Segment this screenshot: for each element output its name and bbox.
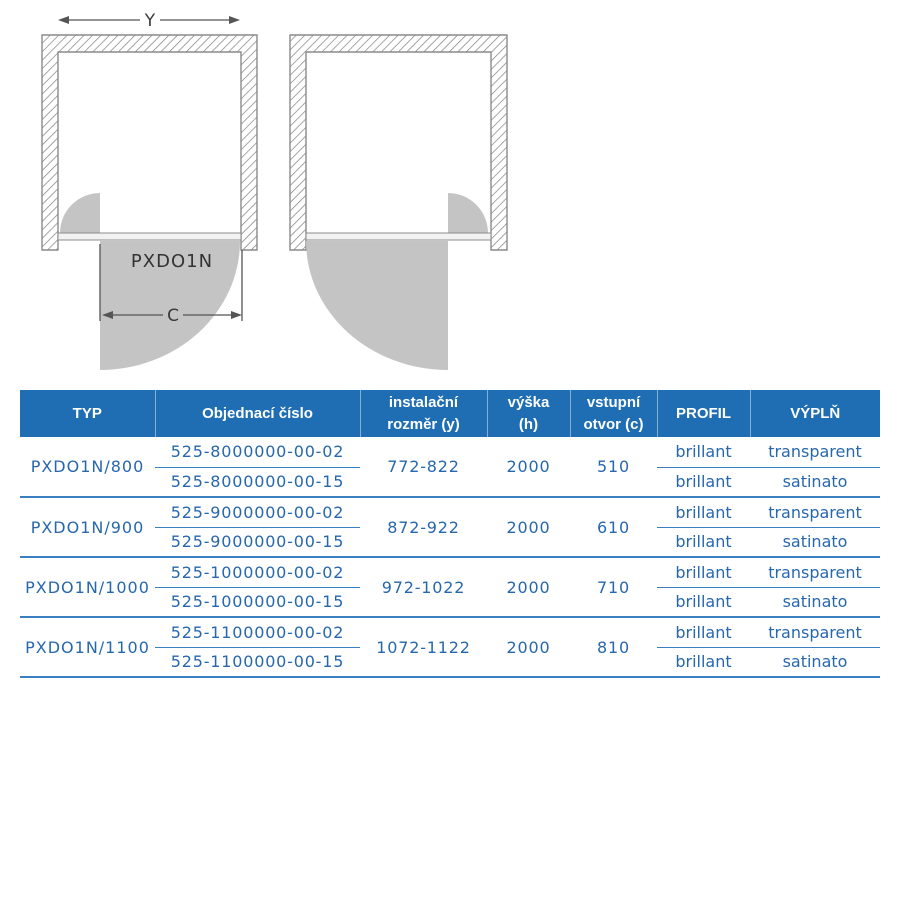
door-swing-inward bbox=[448, 193, 488, 233]
filling-cell: transparent bbox=[750, 617, 880, 647]
filling-cell: satinato bbox=[782, 472, 848, 492]
table-row bbox=[20, 437, 880, 467]
table-row bbox=[20, 617, 880, 647]
table-group bbox=[20, 437, 880, 497]
entry-opening-cell: 510 bbox=[597, 457, 630, 476]
header-type: TYP bbox=[20, 390, 155, 437]
specification-table bbox=[20, 390, 880, 678]
header-height bbox=[487, 390, 570, 437]
dimension-y-arrow-left bbox=[58, 16, 69, 24]
order-number-cell: 525-8000000-00-15 bbox=[170, 472, 345, 492]
dimension-c-label: C bbox=[167, 306, 179, 326]
profile-cell: brillant bbox=[675, 592, 732, 612]
header-entry-opening bbox=[570, 390, 657, 437]
order-number-cell: 525-9000000-00-02 bbox=[155, 497, 360, 527]
filling-cell: satinato bbox=[782, 652, 848, 672]
height-cell: 2000 bbox=[506, 637, 551, 657]
table-row bbox=[20, 497, 880, 527]
header-row bbox=[20, 390, 880, 437]
door-panel bbox=[58, 233, 241, 240]
height-cell: 2000 bbox=[506, 577, 551, 597]
header-entry-opening-line1: vstupní bbox=[586, 393, 641, 411]
header-profile: PROFIL bbox=[657, 390, 750, 437]
header-install-size bbox=[360, 390, 487, 437]
header-order-number: Objednací číslo bbox=[155, 390, 360, 437]
height-cell: 2000 bbox=[506, 457, 551, 476]
height-cell: 2000 bbox=[506, 517, 551, 537]
filling-cell: satinato bbox=[782, 532, 848, 552]
dimension-y bbox=[58, 11, 240, 31]
door-swing-outward bbox=[306, 241, 448, 370]
filling-cell: satinato bbox=[782, 592, 848, 612]
order-number-cell: 525-9000000-00-15 bbox=[170, 532, 345, 552]
header-height-line2: (h) bbox=[518, 415, 539, 433]
order-number-cell: 525-1000000-00-15 bbox=[170, 592, 345, 612]
table-group bbox=[20, 497, 880, 557]
filling-cell: transparent bbox=[750, 497, 880, 527]
dimension-c-arrow-right bbox=[231, 311, 242, 319]
profile-cell: brillant bbox=[657, 437, 750, 467]
table-row bbox=[20, 557, 880, 587]
header-install-size-line1: instalační bbox=[388, 393, 459, 411]
profile-cell: brillant bbox=[657, 617, 750, 647]
profile-cell: brillant bbox=[657, 557, 750, 587]
profile-cell: brillant bbox=[657, 497, 750, 527]
dimension-y-arrow-right bbox=[229, 16, 240, 24]
type-cell: PXDO1N/900 bbox=[30, 517, 145, 537]
plan-view-left bbox=[42, 11, 257, 370]
table-group bbox=[20, 557, 880, 617]
dimension-y-label: Y bbox=[144, 11, 156, 31]
plan-view-right bbox=[290, 35, 507, 370]
technical-drawing bbox=[0, 0, 900, 385]
type-cell: PXDO1N/1000 bbox=[25, 577, 150, 597]
header-filling: VÝPLŇ bbox=[750, 390, 880, 437]
profile-cell: brillant bbox=[675, 472, 732, 492]
order-number-cell: 525-1100000-00-02 bbox=[155, 617, 360, 647]
header-height-line1: výška bbox=[507, 393, 550, 411]
install-size-cell: 972-1022 bbox=[381, 577, 466, 597]
filling-cell: transparent bbox=[750, 437, 880, 467]
install-size-cell: 1072-1122 bbox=[376, 637, 471, 657]
profile-cell: brillant bbox=[675, 652, 732, 672]
order-number-cell: 525-8000000-00-02 bbox=[155, 437, 360, 467]
install-size-cell: 772-822 bbox=[387, 457, 460, 476]
table-header bbox=[20, 390, 880, 437]
type-cell: PXDO1N/1100 bbox=[25, 637, 150, 657]
entry-opening-cell: 610 bbox=[597, 517, 630, 537]
header-install-size-line2: rozměr (y) bbox=[387, 415, 460, 433]
table-group bbox=[20, 617, 880, 677]
door-swing-inward bbox=[60, 193, 100, 233]
install-size-cell: 872-922 bbox=[387, 517, 460, 537]
entry-opening-cell: 810 bbox=[597, 637, 630, 657]
entry-opening-cell: 710 bbox=[597, 577, 630, 597]
profile-cell: brillant bbox=[675, 532, 732, 552]
order-number-cell: 525-1100000-00-15 bbox=[170, 652, 345, 672]
order-number-cell: 525-1000000-00-02 bbox=[155, 557, 360, 587]
door-panel bbox=[306, 233, 491, 240]
header-entry-opening-line2: otvor (c) bbox=[583, 415, 644, 433]
filling-cell: transparent bbox=[750, 557, 880, 587]
type-cell: PXDO1N/800 bbox=[30, 457, 145, 476]
model-label: PXDO1N bbox=[130, 251, 214, 272]
